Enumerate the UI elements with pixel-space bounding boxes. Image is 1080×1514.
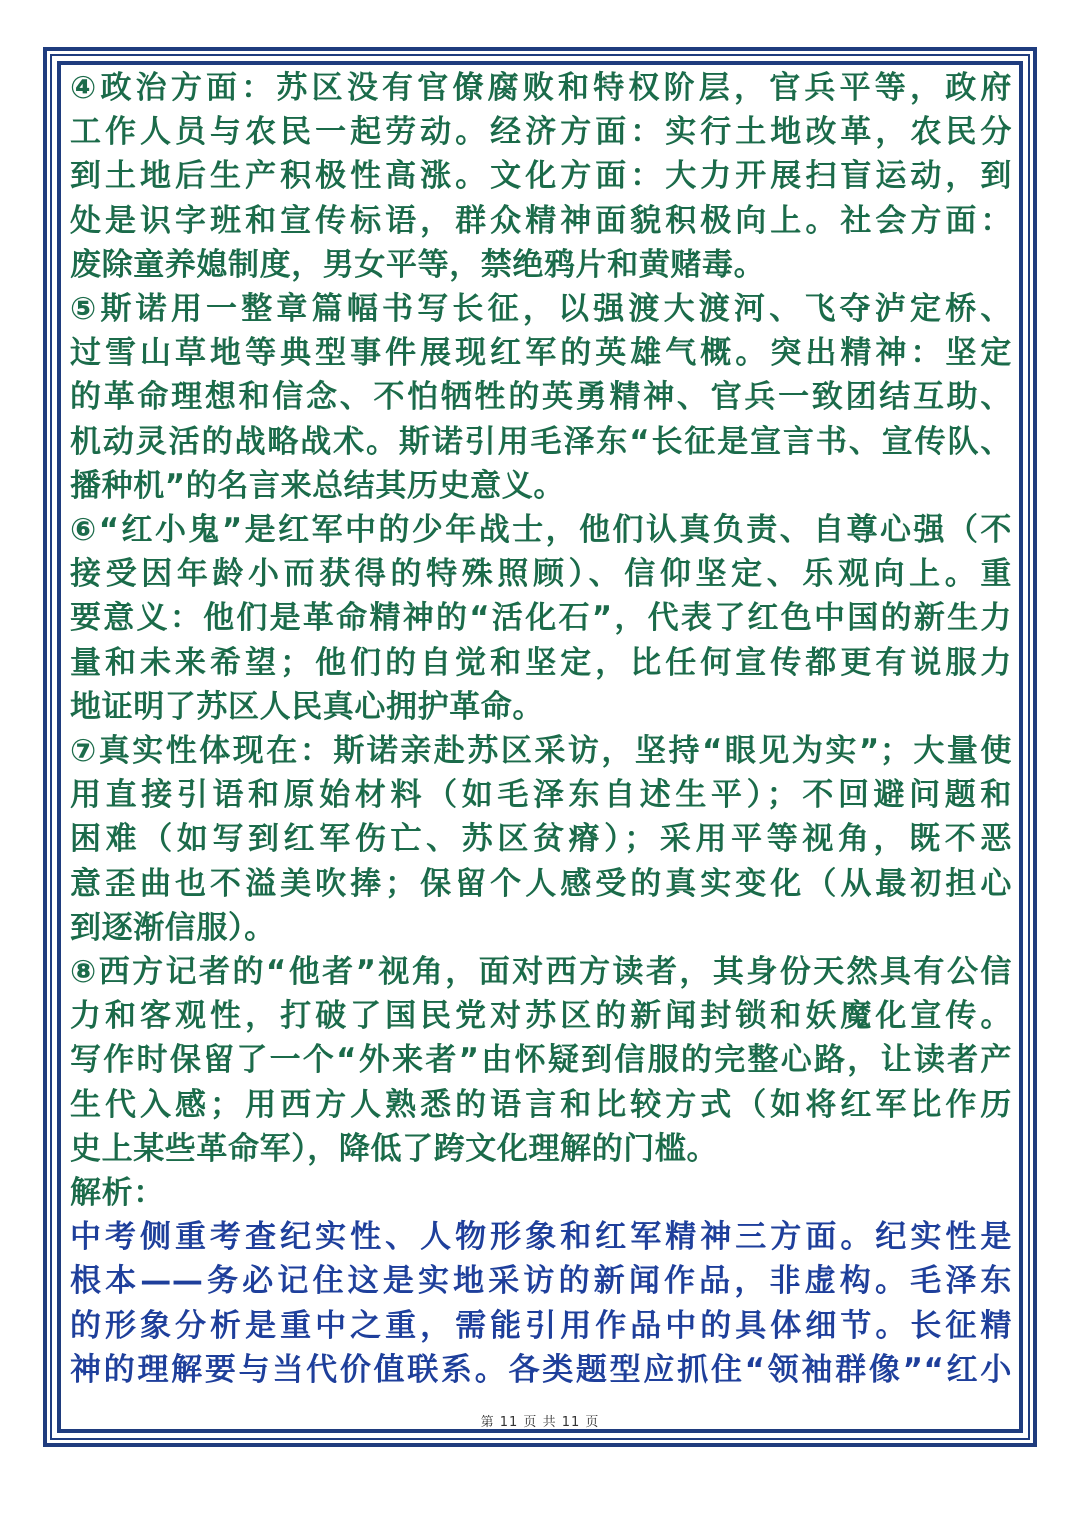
answer-6 — [70, 508, 1012, 729]
text-line: 中考侧重考查纪实性、人物形象和红军精神三方面。纪实性是 — [70, 1219, 1012, 1256]
document-content — [70, 66, 1012, 1392]
text-line: 到土地后生产积极性高涨。文化方面：大力开展扫盲运动，到 — [70, 158, 1012, 195]
text-line: 要意义：他们是革命精神的“活化石”，代表了红色中国的新生力 — [70, 600, 1012, 637]
text-line: 意歪曲也不溢美吹捧；保留个人感受的真实变化（从最初担心 — [70, 865, 1012, 902]
analysis-body — [70, 1215, 1012, 1392]
text-line: 过雪山草地等典型事件展现红军的英雄气概。突出精神：坚定 — [70, 335, 1012, 372]
text-line: 废除童养媳制度，男女平等，禁绝鸦片和黄赌毒。 — [70, 246, 766, 283]
page-number: 第 11 页 共 11 页 — [480, 1415, 600, 1430]
text-line: 机动灵活的战略战术。斯诺引用毛泽东“长征是宣言书、宣传队、 — [70, 423, 1012, 460]
text-line: ④政治方面：苏区没有官僚腐败和特权阶层，官兵平等，政府 — [70, 70, 1012, 106]
text-line: 的形象分析是重中之重，需能引用作品中的具体细节。长征精 — [70, 1307, 1012, 1344]
answer-4 — [70, 66, 1012, 287]
answer-8 — [70, 950, 1012, 1171]
text-line: 播种机”的名言来总结其历史意义。 — [70, 467, 565, 504]
text-line: 根本——务必记住这是实地采访的新闻作品，非虚构。毛泽东 — [70, 1263, 1012, 1300]
text-line: ⑦真实性体现在：斯诺亲赴苏区采访，坚持“眼见为实”；大量使 — [70, 733, 1012, 770]
answer-7 — [70, 729, 1012, 950]
text-line: 神的理解要与当代价值联系。各类题型应抓住“领袖群像”“红小 — [70, 1351, 1012, 1388]
analysis-title: 解析： — [70, 1175, 165, 1212]
text-line: ⑧西方记者的“他者”视角，面对西方读者，其身份天然具有公信 — [70, 954, 1012, 991]
text-line: ⑤斯诺用一整章篇幅书写长征，以强渡大渡河、飞夺泸定桥、 — [70, 291, 1012, 328]
text-line: 的革命理想和信念、不怕牺牲的英勇精神、官兵一致团结互助、 — [70, 379, 1012, 416]
text-line: 用直接引语和原始材料（如毛泽东自述生平）；不回避问题和 — [70, 777, 1012, 814]
answer-5 — [70, 287, 1012, 508]
text-line: 史上某些革命军），降低了跨文化理解的门槛。 — [70, 1130, 719, 1167]
text-line: 量和未来希望；他们的自觉和坚定，比任何宣传都更有说服力 — [70, 644, 1012, 681]
text-line: 到逐渐信服）。 — [70, 909, 276, 946]
text-line: 力和客观性，打破了国民党对苏区的新闻封锁和妖魔化宣传。 — [70, 998, 1012, 1035]
analysis-heading — [70, 1171, 1012, 1215]
text-line: 接受因年龄小而获得的特殊照顾）、信仰坚定、乐观向上。重 — [70, 556, 1012, 593]
text-line: 地证明了苏区人民真心拥护革命。 — [70, 688, 544, 725]
text-line: 处是识字班和宣传标语，群众精神面貌积极向上。社会方面： — [70, 202, 1012, 239]
text-line: 工作人员与农民一起劳动。经济方面：实行土地改革，农民分 — [70, 114, 1012, 151]
text-line: ⑥“红小鬼”是红军中的少年战士，他们认真负责、自尊心强（不 — [70, 512, 1012, 549]
text-line: 生代入感；用西方人熟悉的语言和比较方式（如将红军比作历 — [70, 1086, 1012, 1123]
text-line: 困难（如写到红军伤亡、苏区贫瘠）；采用平等视角，既不恶 — [70, 821, 1012, 858]
text-line: 写作时保留了一个“外来者”由怀疑到信服的完整心路，让读者产 — [70, 1042, 1012, 1079]
